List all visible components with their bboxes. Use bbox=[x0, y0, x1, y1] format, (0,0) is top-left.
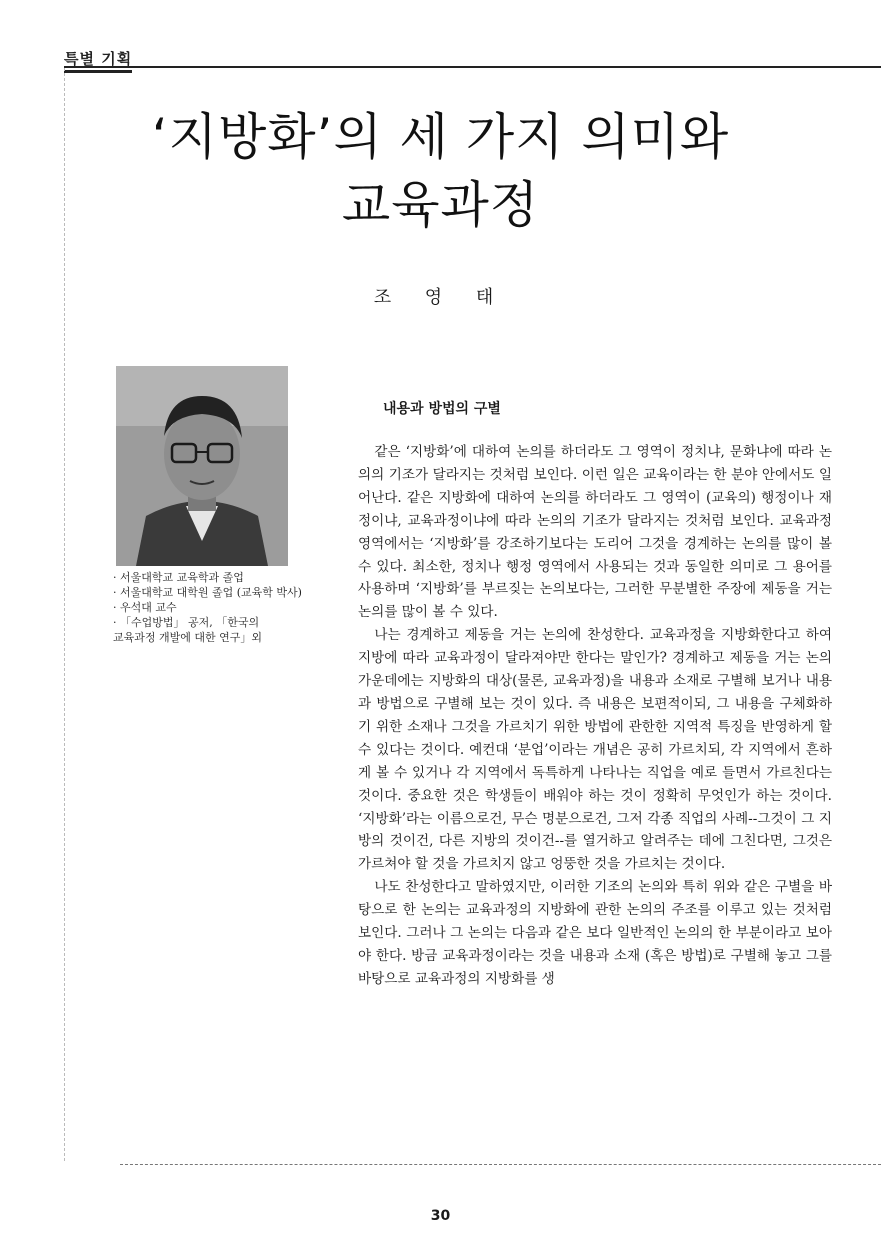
bio-line: · 「수업방법」 공저, 「한국의 bbox=[113, 616, 260, 629]
bio-line: · 서울대학교 대학원 졸업 (교육학 박사) bbox=[113, 586, 302, 599]
title-line-1: ‘지방화’의 세 가지 의미와 bbox=[151, 108, 730, 166]
body-paragraph: 같은 ‘지방화’에 대하여 논의를 하더라도 그 영역이 정치냐, 문화냐에 따라 논의의 기조가 달라지는 것처럼 보인다. 이런 일은 교육이라는 한 분야 안에서도 일어난다. 같은 지방화에 대하여 논의를 하더라도 그 영역이 (교육의) 행정이나 재정이냐, 교육과정이냐에 따라 논의의 기조가 달라지는 것처럼 보인다. 교육과정 영역에서는 ‘지방화’를 강조하기보다는 도리어 그것을 경계하는 논의를 많이 볼 수 있다. 최소한, 정치나 행정 영역에서 사용되는 것과 동일한 의미로 그 용어를 사용하며 ‘지방화’를 부르짖는 논의보다는, 그러한 무분별한 주장에 제동을 거는 논의를 많이 볼 수 있다. bbox=[358, 444, 832, 621]
bio-line: · 우석대 교수 bbox=[113, 601, 177, 614]
section-tag: 특별 기획 bbox=[64, 48, 132, 73]
article-body bbox=[358, 441, 832, 991]
bio-line: · 서울대학교 교육학과 졸업 bbox=[113, 571, 244, 584]
title-line-2: 교육과정 bbox=[341, 176, 540, 234]
body-paragraph: 나도 찬성한다고 말하였지만, 이러한 기조의 논의와 특히 위와 같은 구별을 바탕으로 한 논의는 교육과정의 지방화에 관한 논의의 주조를 이루고 있는 것처럼 보인다. 그러나 그 논의는 다음과 같은 보다 일반적인 논의의 한 부분이라고 보아야 한다. 방금 교육과정이라는 것을 내용과 소재 (혹은 방법)로 구별해 놓고 그를 바탕으로 교육과정의 지방화를 생 bbox=[358, 879, 832, 987]
body-paragraph: 나는 경계하고 제동을 거는 논의에 찬성한다. 교육과정을 지방화한다고 하여 지방에 따라 교육과정이 달라져야만 한다는 말인가? 경계하고 제동을 거는 논의 가운데에는 지방화의 대상(물론, 교육과정)을 내용과 소재로 구별해 보거나 내용과 방법으로 구별해 보는 것이 있다. 즉 내용은 보편적이되, 그 내용을 구체화하기 위한 소재나 그것을 가르치기 위한 방법에 관한한 지역적 특징을 반영하게 할 수 있다는 것이다. 예컨대 ‘분업’이라는 개념은 공히 가르치되, 각 지역에서 흔하게 볼 수 있거나 각 지역에서 독특하게 나타나는 직업을 예로 들면서 가르친다는 것이다. 중요한 것은 학생들이 배워야 하는 것이 정확히 무엇인가 하는 것이다. ‘지방화’라는 이름으로건, 무슨 명분으로건, 그저 각종 직업의 사례--그것이 그 지방의 것이건, 다른 지방의 것이건--를 열거하고 알려주는 데에 그친다면, 그것은 가르쳐야 할 것을 가르치지 않고 엉뚱한 것을 가르치는 것이다. bbox=[358, 627, 832, 873]
author-name: 조 영 태 bbox=[373, 287, 508, 308]
bio-line: 교육과정 개발에 대한 연구」외 bbox=[113, 631, 263, 644]
page-number: 30 bbox=[430, 1208, 451, 1224]
section-heading: 내용과 방법의 구별 bbox=[383, 401, 501, 417]
header-rule bbox=[64, 66, 881, 68]
footer-rule bbox=[120, 1164, 881, 1165]
author-photo bbox=[116, 366, 288, 566]
article-title bbox=[0, 103, 881, 239]
author-bio bbox=[113, 570, 343, 645]
